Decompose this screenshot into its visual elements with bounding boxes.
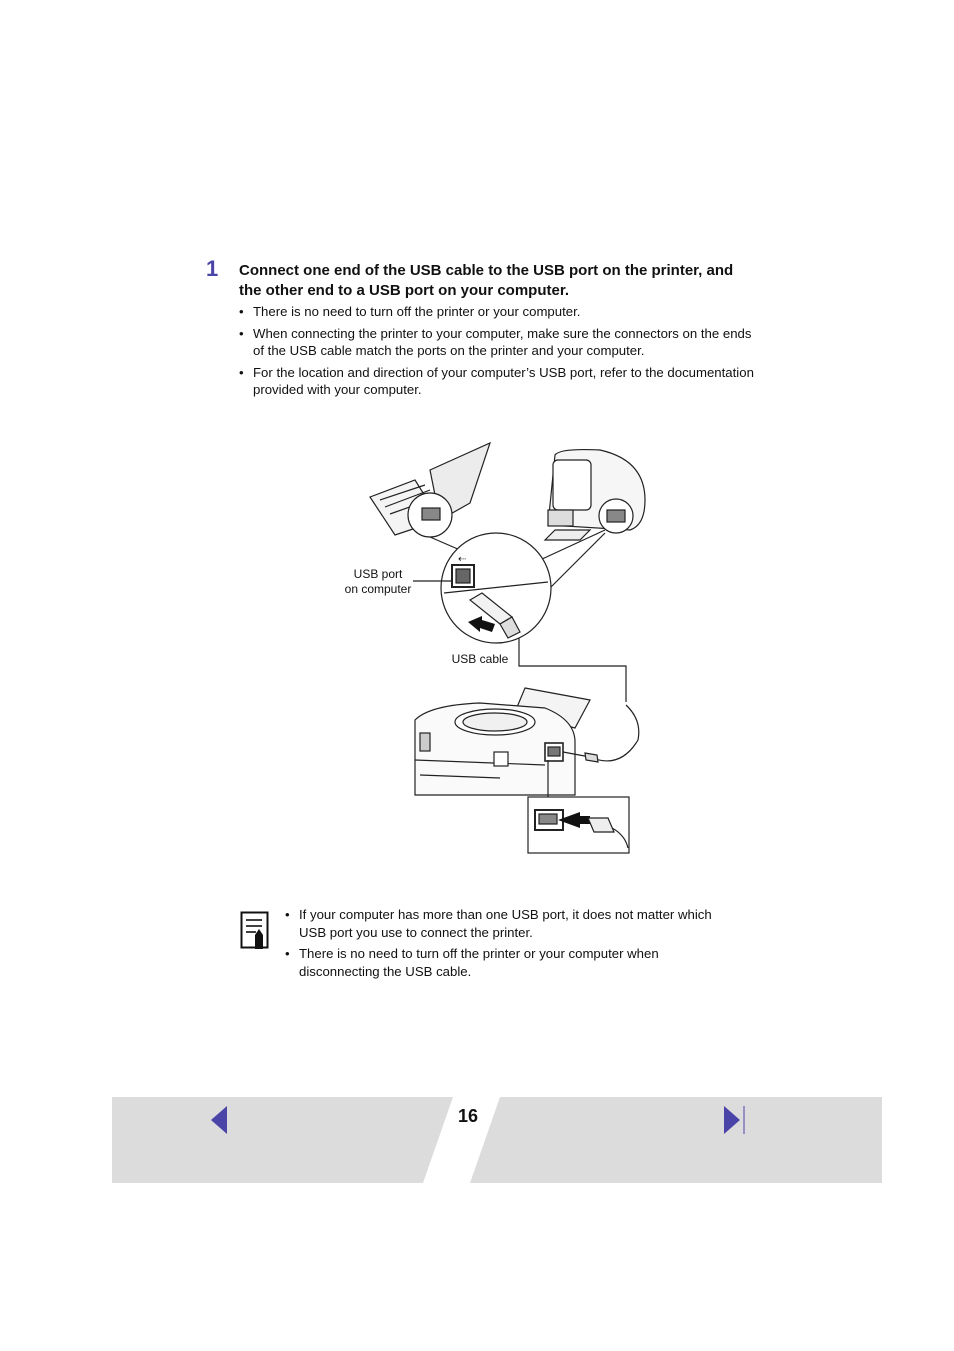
svg-text:⇠: ⇠ xyxy=(458,554,467,565)
usb-port-label-line2: on computer xyxy=(344,582,412,596)
usb-connection-diagram xyxy=(330,435,660,860)
triangle-left-icon[interactable] xyxy=(208,1104,230,1136)
note-bullet-2: • There is no need to turn off the printer or your computer when disconnecting the USB cable. xyxy=(285,945,735,980)
usb-port-label-line1: USB port xyxy=(353,567,403,581)
step-number: 1 xyxy=(206,256,219,281)
note-bullet-1: • If your computer has more than one USB port, it does not matter which USB port you use to connect the printer. xyxy=(285,906,735,941)
laptop-illustration xyxy=(370,443,490,537)
step-bullet-2: • When connecting the printer to your computer, make sure the connectors on the ends of the USB cable match the ports on the printer and your computer. xyxy=(239,325,754,360)
step-title: Connect one end of the USB cable to the USB port on the printer, and the other end to a USB port on your computer. xyxy=(239,262,734,299)
note-bullet-list xyxy=(285,906,735,984)
page-number: 16 xyxy=(457,1106,479,1126)
desktop-computer-illustration xyxy=(545,450,645,540)
printer-illustration xyxy=(415,688,590,795)
triangle-right-icon[interactable] xyxy=(720,1104,746,1136)
step-bullet-3: • For the location and direction of your computer’s USB port, refer to the documentation provided with your computer. xyxy=(239,364,754,399)
step-bullet-1: • There is no need to turn off the printer or your computer. xyxy=(239,303,754,321)
step-bullet-list xyxy=(239,303,754,403)
usb-cable-label: USB cable xyxy=(451,652,509,666)
note-pencil-icon xyxy=(240,911,270,951)
